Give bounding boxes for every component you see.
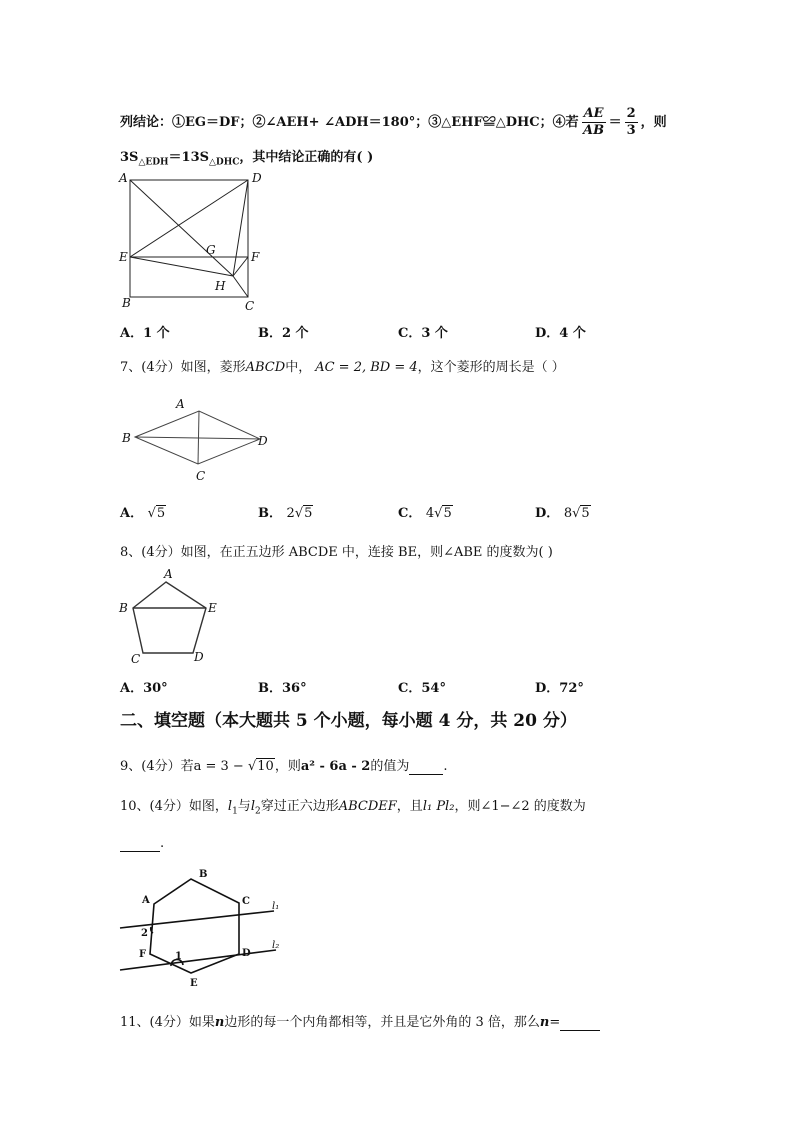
q11-n: n — [539, 1015, 550, 1030]
q9-stem — [120, 755, 448, 775]
angle-1-label: 1 — [175, 951, 182, 962]
q9-text: 9、(4分）若 — [120, 759, 194, 774]
q7-option-a[interactable] — [120, 502, 166, 521]
q11-n: n — [214, 1015, 225, 1030]
label-d: D — [242, 948, 251, 959]
q6-option-d[interactable]: D．4 个 — [535, 326, 586, 341]
label-c: C — [131, 652, 141, 666]
q6-option-b[interactable]: B．2 个 — [258, 326, 309, 341]
label-b: B — [122, 296, 131, 310]
label-g: G — [206, 243, 216, 257]
label-a: A — [176, 397, 185, 411]
label-b: B — [122, 431, 131, 445]
q10-stem — [120, 795, 586, 817]
q7-math-abcd: ABCD — [245, 360, 286, 375]
q10-math-parallel: l₁ Pl₂ — [422, 799, 455, 814]
q10-math-hexagon: ABCDEF — [338, 799, 397, 814]
label-b: B — [199, 869, 208, 880]
q8-pentagon-figure — [115, 567, 235, 667]
q6-equals: ＝ — [608, 115, 622, 130]
q11-text: 边形的每一个内角都相等，并且是它外角的 3 倍，那么 — [224, 1015, 540, 1030]
radicand: 5 — [581, 506, 590, 521]
radicand: 5 — [443, 506, 452, 521]
radicand: 5 — [156, 506, 166, 521]
q8-option-b[interactable]: B．36° — [258, 681, 307, 696]
q11-answer-blank[interactable] — [560, 1015, 600, 1031]
q6-text: 3S — [120, 150, 139, 165]
section-heading-fill-in: 二、填空题（本大题共 5 个小题，每小题 4 分，共 20 分） — [120, 711, 577, 731]
q6-fraction-value: $\frac{2}{3}$ — [626, 106, 636, 138]
option-letter: D． — [535, 506, 560, 521]
q10-text: 与 — [237, 799, 251, 814]
q9-math: a = 3 − — [193, 759, 248, 774]
label-c: C — [196, 469, 206, 483]
q9-text: 的值为 — [370, 759, 410, 774]
q8-option-a[interactable]: A．30° — [120, 681, 168, 696]
q10-answer-blank[interactable] — [120, 836, 160, 852]
label-c: C — [242, 896, 250, 907]
label-e: E — [119, 250, 128, 264]
label-a: A — [142, 895, 150, 906]
q6-stem-text-b: ，则 — [640, 115, 667, 130]
label-c: C — [245, 299, 255, 313]
label-d: D — [252, 171, 262, 185]
q7-math-ac-bd: AC = 2, BD = 4 — [315, 360, 418, 375]
q6-subscript-dhc: △DHC — [209, 157, 240, 168]
q6-square-figure — [115, 168, 275, 318]
radicand: 10 — [257, 759, 274, 774]
q6-text: ＝13S — [168, 150, 210, 165]
q11-text: 11、(4分）如果 — [120, 1015, 215, 1030]
q10-hexagon-figure — [114, 866, 294, 991]
q8-option-d[interactable]: D．72° — [535, 681, 584, 696]
q7-option-b[interactable] — [258, 502, 313, 521]
coefficient: 4 — [425, 506, 435, 521]
angle-2-label: 2 — [141, 928, 148, 939]
label-e: E — [208, 601, 217, 615]
label-a: A — [119, 171, 128, 185]
option-letter: C． — [398, 506, 422, 521]
label-e: E — [190, 978, 198, 989]
label-d: D — [194, 650, 204, 664]
option-letter: B． — [258, 506, 282, 521]
label-f: F — [139, 949, 147, 960]
q6-option-a[interactable]: A．1 个 — [120, 326, 170, 341]
q8-stem: 8、(4分）如图，在正五边形 ABCDE 中，连接 BE，则∠ABE 的度数为( ) — [120, 545, 553, 560]
q6-fraction-ae-ab: $\frac{AE}{AB}$ — [583, 106, 605, 138]
q6-stem-text-a: 列结论：①EG＝DF；②∠AEH+ ∠ADH＝180°；③△EHF≌△DHC；④若 — [120, 115, 579, 130]
q9-expression: a² - 6a - 2 — [300, 759, 371, 774]
q7-stem — [120, 356, 565, 375]
q6-stem-line2 — [120, 146, 373, 168]
q9-answer-blank[interactable] — [409, 759, 443, 775]
q10-l1: l — [227, 799, 233, 814]
q10-text: ，且 — [396, 799, 423, 814]
q11-stem — [120, 1011, 600, 1031]
q6-subscript-edh: △EDH — [138, 157, 169, 168]
label-h: H — [215, 279, 226, 293]
label-b: B — [119, 601, 128, 615]
q7-option-c[interactable] — [398, 502, 453, 521]
sqrt-icon: √5 — [147, 506, 166, 521]
coefficient: 2 — [286, 506, 295, 521]
q11-text: = — [549, 1015, 561, 1030]
q6-option-c[interactable]: C．3 个 — [398, 326, 448, 341]
sqrt-icon: √5 — [434, 506, 452, 521]
q6-text: ，其中结论正确的有( ) — [239, 150, 374, 165]
q10-l2: l — [250, 799, 255, 814]
q9-text: ，则 — [274, 759, 301, 774]
q7-text: 中， — [285, 360, 312, 375]
q7-text: 7、(4分）如图，菱形 — [120, 360, 246, 375]
option-letter: A． — [120, 506, 144, 521]
q7-text: ，这个菱形的周长是（ ） — [417, 360, 565, 375]
label-d: D — [258, 434, 268, 448]
q10-text: 10、(4分）如图， — [120, 799, 228, 814]
q9-period: . — [443, 759, 448, 774]
q10-period: . — [160, 836, 165, 851]
line-l2-label: l₂ — [272, 940, 280, 951]
sqrt-icon: √5 — [294, 506, 313, 521]
line-l1-label: l₁ — [272, 901, 280, 912]
q7-rhombus-figure — [118, 395, 278, 485]
q10-answer-line — [120, 836, 164, 852]
radicand: 5 — [304, 506, 313, 521]
coefficient: 8 — [563, 506, 573, 521]
sqrt-icon: √10 — [247, 759, 274, 774]
q6-stem-line1 — [120, 106, 667, 139]
q7-option-d[interactable] — [535, 502, 591, 521]
label-f: F — [251, 250, 260, 264]
q10-l1-sub: 1 — [232, 806, 238, 817]
label-a: A — [164, 567, 173, 581]
q10-text: ，则∠1−∠2 的度数为 — [454, 799, 586, 814]
sqrt-icon: √5 — [572, 506, 590, 521]
q8-option-c[interactable]: C．54° — [398, 681, 446, 696]
q10-text: 穿过正六边形 — [260, 799, 339, 814]
q10-l2-sub: 2 — [254, 806, 261, 817]
